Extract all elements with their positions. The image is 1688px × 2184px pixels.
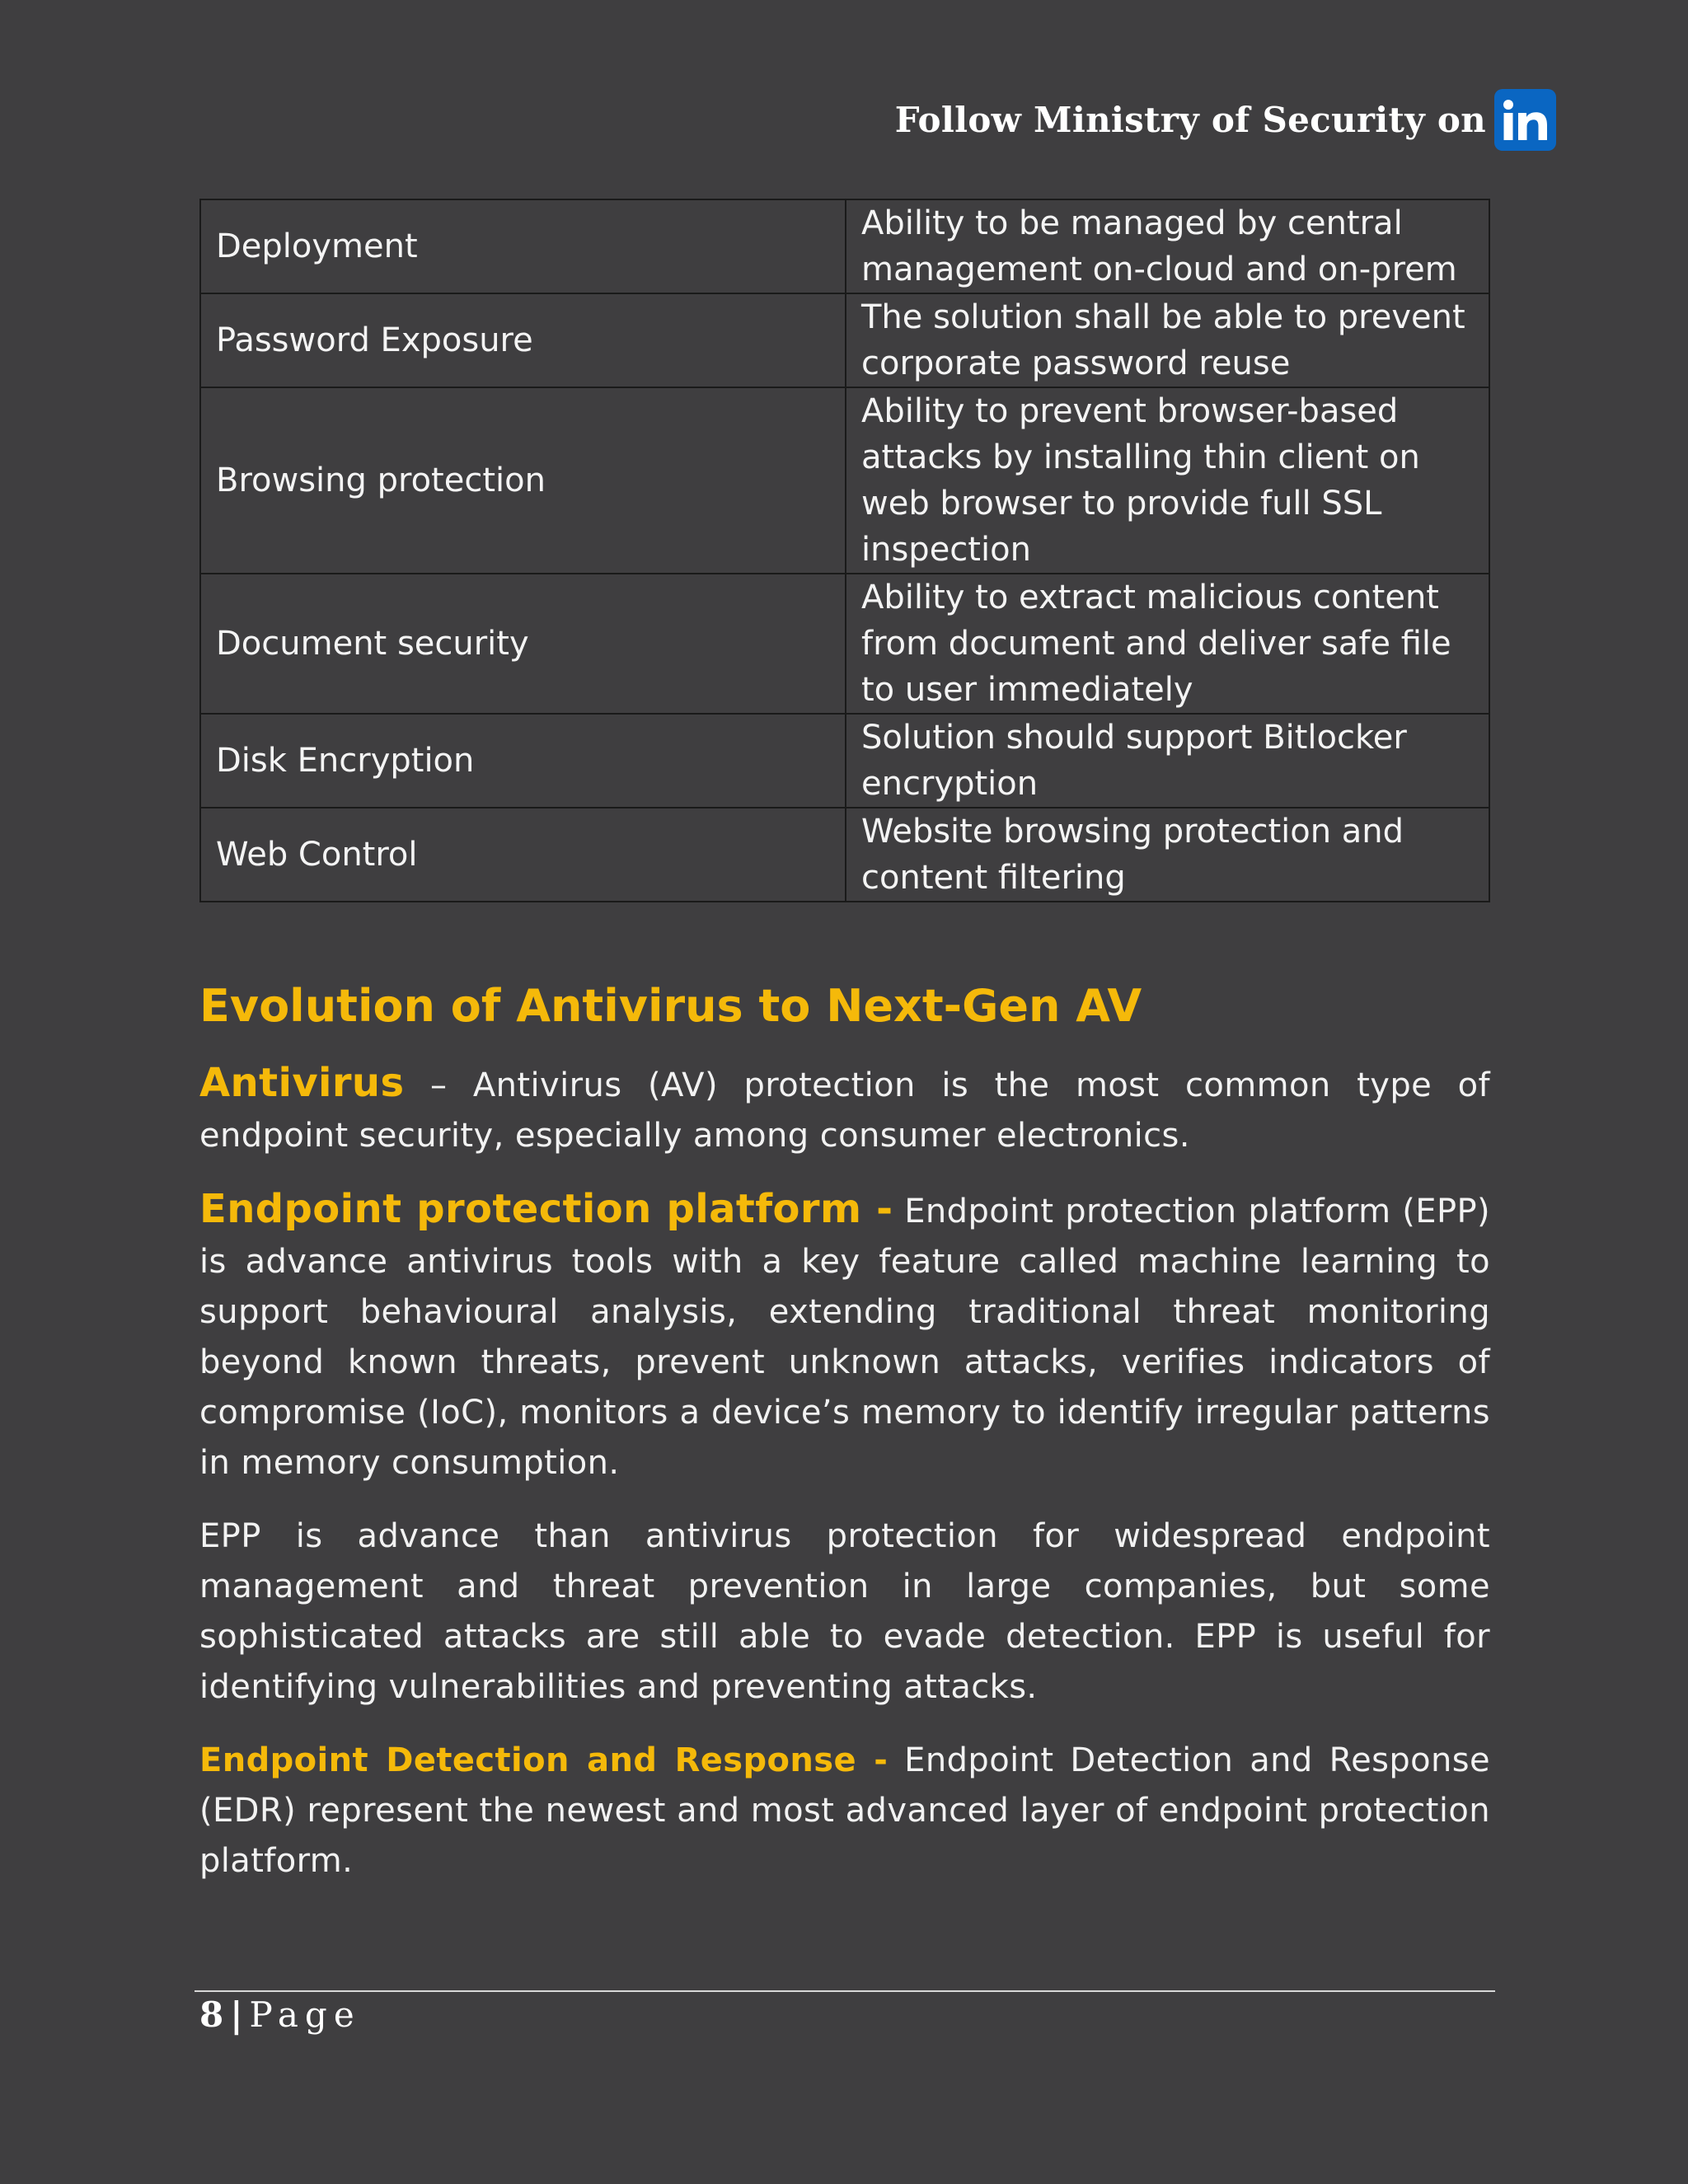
description-cell: Solution should support Bitlocker encryption: [846, 714, 1489, 808]
table-row: [200, 574, 1489, 714]
table-row: [200, 199, 1489, 293]
page-number: 8: [199, 1994, 224, 2035]
term-epp: Endpoint protection platform -: [199, 1186, 893, 1232]
paragraph-text: Endpoint Detection and Response (EDR) represent the newest and most advanced layer of endpoint protection platform.: [199, 1741, 1490, 1880]
linkedin-icon[interactable]: [1494, 89, 1556, 151]
table-row: [200, 387, 1489, 574]
main-content: [199, 972, 1490, 1910]
paragraph-antivirus: [199, 1058, 1490, 1161]
term-antivirus: Antivirus: [199, 1060, 405, 1106]
page-footer: [199, 1994, 361, 2035]
feature-cell: Disk Encryption: [200, 714, 846, 808]
paragraph-epp: [199, 1184, 1490, 1488]
term-dash: –: [404, 1066, 473, 1104]
feature-cell: Deployment: [200, 199, 846, 293]
paragraph-text: Endpoint protection platform (EPP) is advance antivirus tools with a key feature called machine learning to support behavioural analysis, extending traditional threat monitoring beyond known threats, prevent unknown attacks, verifies indicators of compromise (IoC), monitors a device’s memory to identify irregular patterns in memory consumption.: [199, 1193, 1490, 1482]
paragraph-text: Antivirus (AV) protection is the most common type of endpoint security, especially among consumer electronics.: [199, 1066, 1490, 1155]
paragraph-epp-advance: [199, 1511, 1490, 1713]
page-separator: |: [230, 1994, 243, 2035]
description-cell: Ability to extract malicious content from document and deliver safe file to user immediately: [846, 574, 1489, 714]
feature-cell: Document security: [200, 574, 846, 714]
paragraph-edr: [199, 1736, 1490, 1886]
table-row: [200, 714, 1489, 808]
footer-divider: [195, 1990, 1495, 1992]
description-cell: The solution shall be able to prevent corporate password reuse: [846, 293, 1489, 387]
follow-text: Follow Ministry of Security on: [894, 100, 1486, 140]
description-cell: Website browsing protection and content filtering: [846, 808, 1489, 902]
section-heading: Evolution of Antivirus to Next-Gen AV: [199, 980, 1142, 1032]
feature-cell: Browsing protection: [200, 387, 846, 574]
page-word: Page: [249, 1994, 361, 2035]
table-row: [200, 293, 1489, 387]
paragraph-text: EPP is advance than antivirus protection for widespread endpoint management and threat prevention in large companies, but some sophisticated attacks are still able to evade detection. EPP is useful for identifying vulnerabilities and preventing attacks.: [199, 1517, 1490, 1706]
feature-cell: Password Exposure: [200, 293, 846, 387]
features-table: [199, 199, 1490, 902]
header: [895, 89, 1556, 151]
term-edr: Endpoint Detection and Response -: [199, 1741, 889, 1779]
table-row: [200, 808, 1489, 902]
description-cell: Ability to be managed by central management on-cloud and on-prem: [846, 199, 1489, 293]
description-cell: Ability to prevent browser-based attacks by installing thin client on web browser to provide full SSL inspection: [846, 387, 1489, 574]
feature-cell: Web Control: [200, 808, 846, 902]
